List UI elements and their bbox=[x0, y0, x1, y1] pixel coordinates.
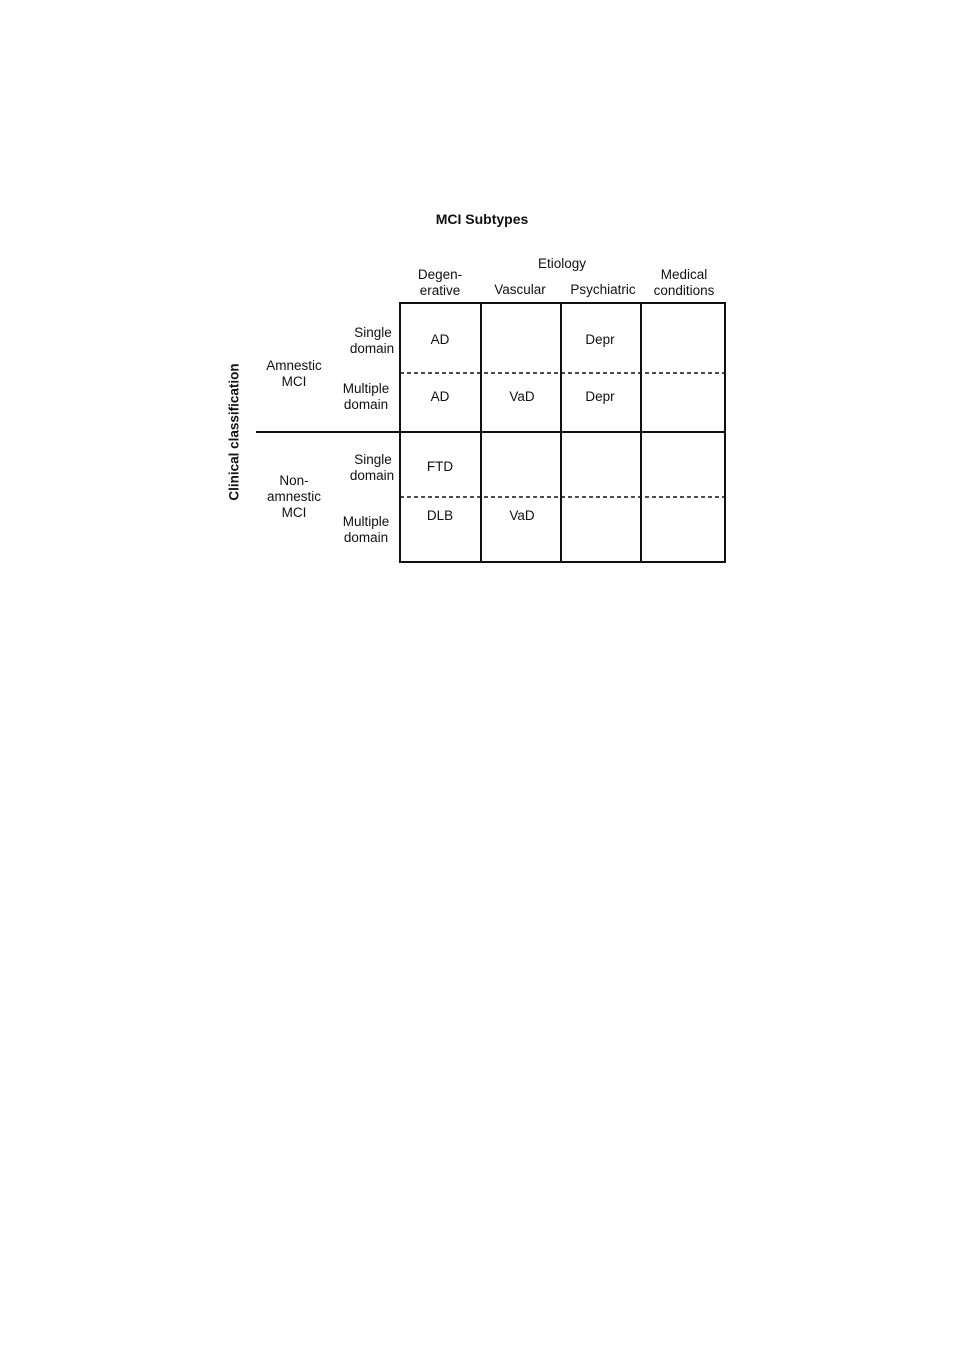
cell-amnestic-multiple-vascular: VaD bbox=[509, 389, 535, 404]
column-header-medical-conditions: Medical conditions bbox=[653, 267, 715, 298]
clinical-classification-label: Clinical classification bbox=[226, 363, 242, 501]
row-label-amnestic-single-domain: Single domain bbox=[349, 325, 395, 356]
row-label-amnestic-multiple-domain: Multiple domain bbox=[342, 381, 390, 412]
etiology-label: Etiology bbox=[537, 256, 587, 271]
cell-amnestic-multiple-degenerative: AD bbox=[430, 389, 450, 404]
group-separator-line bbox=[250, 425, 410, 437]
group-label-non-amnestic-mci: Non- amnestic MCI bbox=[266, 473, 322, 520]
cell-non-amnestic-multiple-vascular: VaD bbox=[509, 508, 535, 523]
cell-non-amnestic-single-degenerative: FTD bbox=[426, 459, 454, 474]
column-header-psychiatric: Psychiatric bbox=[570, 282, 636, 297]
group-label-amnestic-mci: Amnestic MCI bbox=[266, 358, 322, 389]
cell-amnestic-single-degenerative: AD bbox=[430, 332, 450, 347]
cell-amnestic-single-psychiatric: Depr bbox=[585, 332, 615, 347]
diagram-title: MCI Subtypes bbox=[435, 211, 529, 227]
column-header-vascular: Vascular bbox=[494, 282, 546, 297]
cell-non-amnestic-multiple-degenerative: DLB bbox=[426, 508, 454, 523]
column-header-degenerative: Degen- erative bbox=[417, 267, 463, 298]
row-label-non-amnestic-multiple-domain: Multiple domain bbox=[342, 514, 390, 545]
row-label-non-amnestic-single-domain: Single domain bbox=[349, 452, 395, 483]
cell-amnestic-multiple-psychiatric: Depr bbox=[585, 389, 615, 404]
